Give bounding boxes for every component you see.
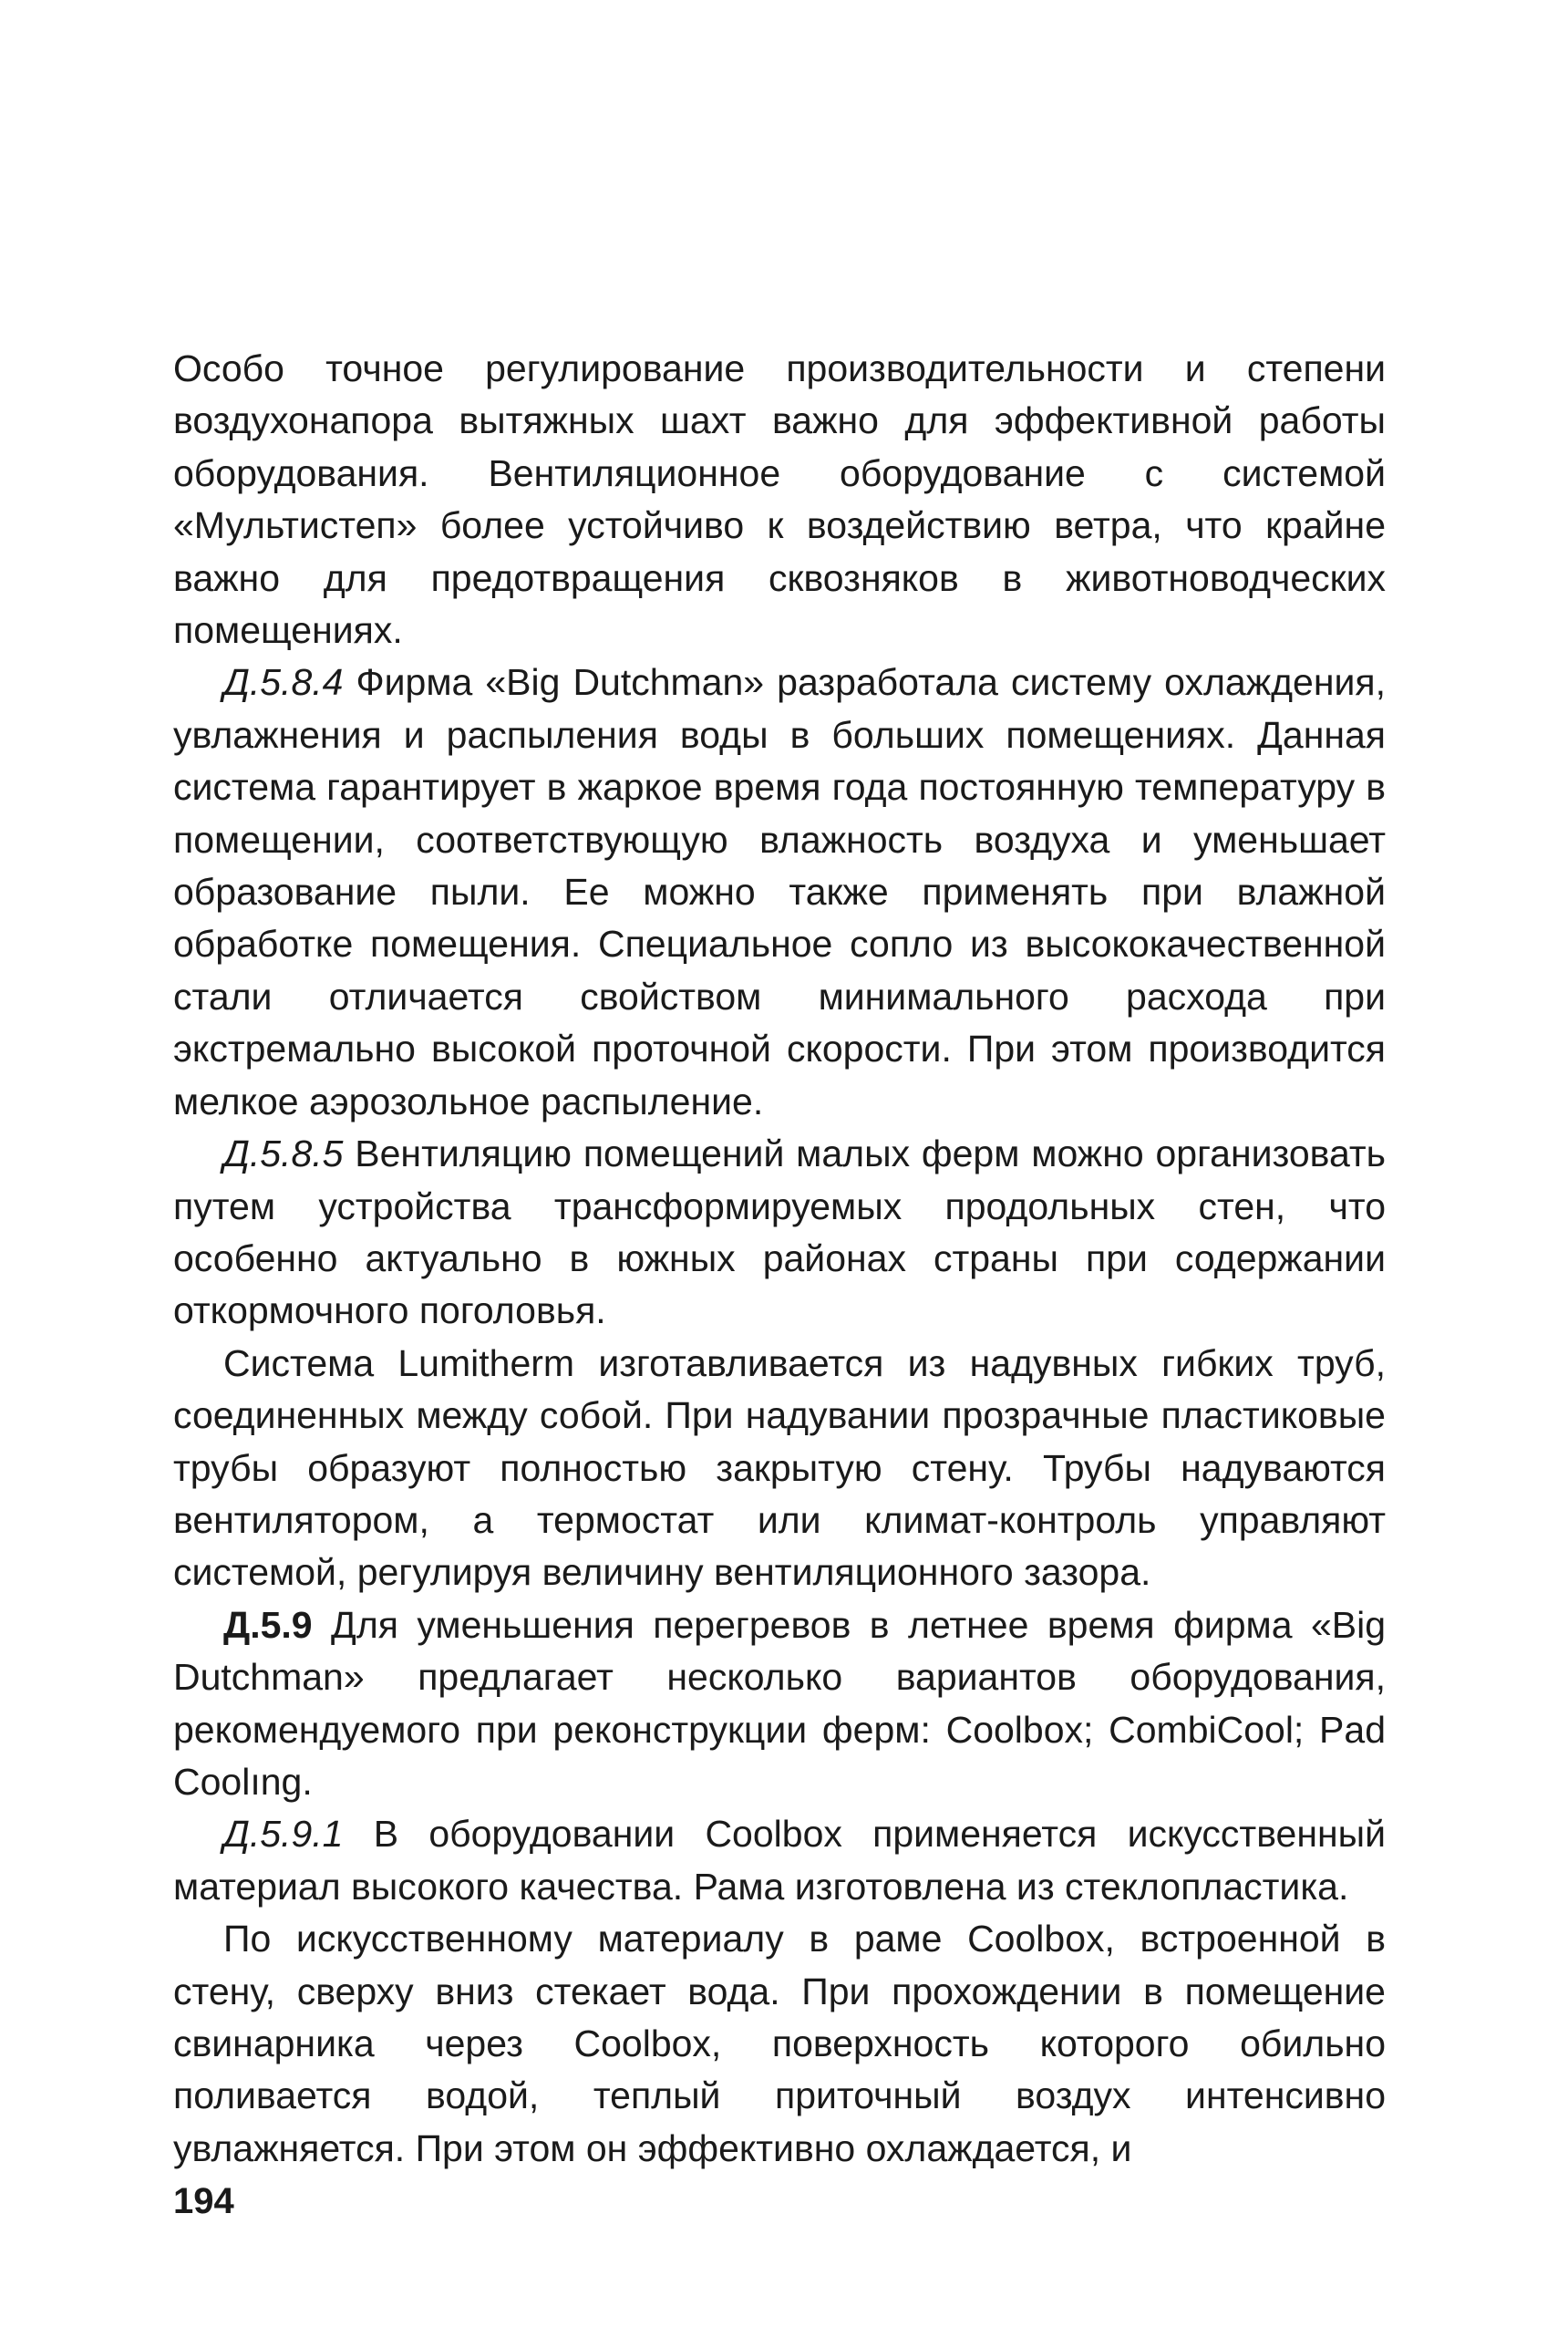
paragraph-coolbox-water — [173, 1913, 1386, 2175]
paragraph-text: Фирма «Big Dutchman» разработала систему охлаждения, увлажнения и распыления воды в больших помещениях. Данная система гарантирует в жаркое время года постоянную температуру в помещении, соответствующую влажность воздуха и уменьшает образование пыли. Ее можно также применять при влажной обработке помещения. Специальное сопло из высококачественной стали отличается свойством минимального расхода при экстремально высокой проточной скорости. При этом производится мелкое аэрозольное распыление. — [173, 661, 1386, 1122]
paragraph-section-5-8-5 — [173, 1128, 1386, 1338]
paragraph-section-5-9 — [173, 1599, 1386, 1809]
paragraph-text: Вентиляцию помещений малых ферм можно организовать путем устройства трансформируемых продольных стен, что особенно актуально в южных районах страны при содержании откормочного поголовья. — [173, 1133, 1386, 1332]
section-number: Д.5.9 — [223, 1603, 313, 1646]
paragraph-text: По искусственному материалу в раме Coolbox, встроенной в стену, сверху вниз стекает вода. При прохождении в помещение свинарника через Coolbox, поверхность которого обильно поливается водой, теплый приточный воздух интенсивно увлажняется. При этом он эффективно охлаждается, и — [173, 1918, 1386, 2169]
paragraph-text: Система Lumitherm изготавливается из надувных гибких труб, соединенных между собой. При надувании прозрачные пластиковые трубы образуют полностью закрытую стену. Трубы надуваются вентилятором, а термостат или климат-контроль управляют системой, регулируя величину вентиляционного зазора. — [173, 1341, 1386, 1594]
section-number: Д.5.9.1 — [223, 1813, 344, 1856]
section-number: Д.5.8.4 — [223, 661, 344, 704]
paragraph-section-5-9-1 — [173, 1808, 1386, 1913]
paragraph-section-5-8-4 — [173, 657, 1386, 1128]
paragraph-ventilation-regulation — [173, 343, 1386, 657]
paragraph-text: Особо точное регулирование производительности и степени воздухонапора вытяжных шахт важно для эффективной работы оборудования. Вентиляционное оборудование с системой «Мультистеп» более устойчиво к воздействию ветра, что крайне важно для предотвращения сквозняков в животноводческих помещениях. — [173, 347, 1386, 652]
section-number: Д.5.8.5 — [223, 1133, 344, 1175]
paragraph-text: Для уменьшения перегревов в летнее время фирма «Big Dutchman» предлагает несколько вариантов оборудования, рекомендуемого при реконструкции ферм: Coolbox; CombiCool; Pad Coolıng. — [173, 1603, 1386, 1803]
page-body — [173, 343, 1386, 2175]
paragraph-lumitherm — [173, 1338, 1386, 1599]
page-number: 194 — [173, 2181, 234, 2221]
paragraph-text: В оборудовании Coolbox применяется искусственный материал высокого качества. Рама изготовлена из стеклопластика. — [173, 1813, 1386, 1908]
